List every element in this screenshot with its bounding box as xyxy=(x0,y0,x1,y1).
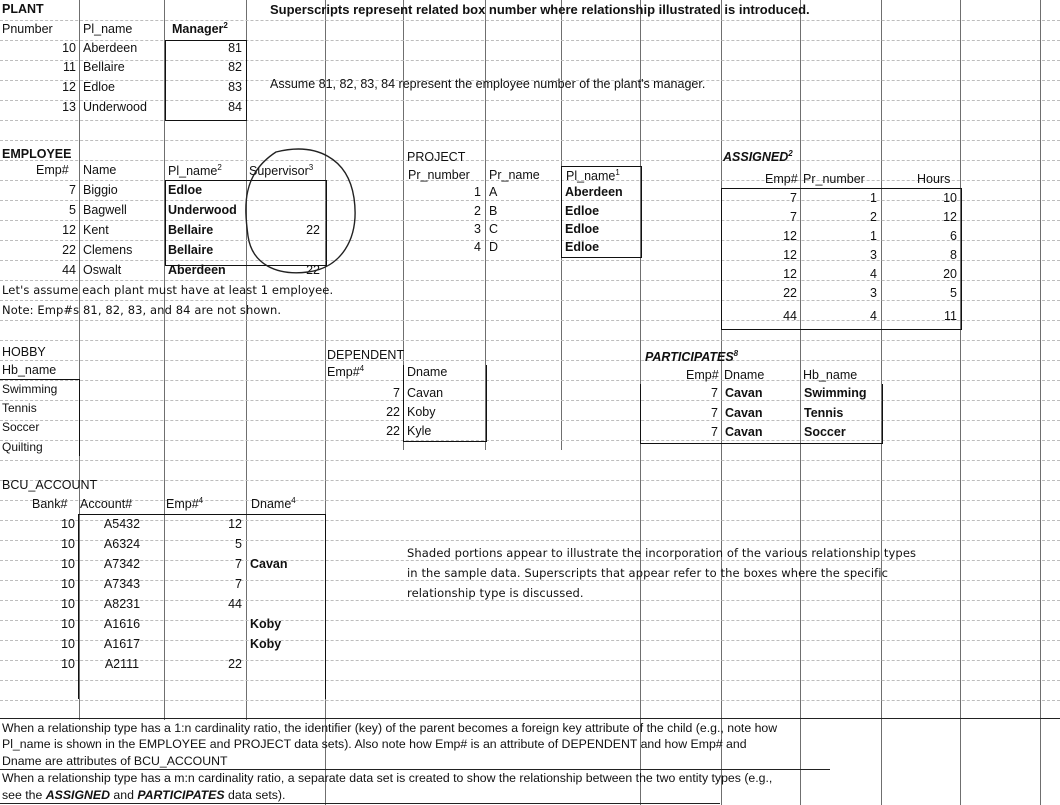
participates-cell-hbname: Soccer xyxy=(804,425,846,439)
bcu-cell-emp: 7 xyxy=(235,577,242,591)
shaded-note-line-1: Shaded portions appear to illustrate the incorporation of the various relationship types xyxy=(407,546,917,560)
bcu-cell-emp: 22 xyxy=(228,657,242,671)
bcu-cell-account: A1617 xyxy=(103,637,141,651)
hobby-title: HOBBY xyxy=(2,345,46,359)
assigned-cell-prnumber: 4 xyxy=(870,309,877,323)
participates-title: PARTICIPATES$^8$ xyxy=(645,349,739,364)
bcu-cell-account: A1616 xyxy=(103,617,141,631)
assigned-cell-hours: 5 xyxy=(950,286,957,300)
assigned-header-emp: Emp# xyxy=(765,172,798,186)
plant-cell-plname: Bellaire xyxy=(83,60,125,74)
plant-title: PLANT xyxy=(2,2,44,16)
bcu-cell-bank: 10 xyxy=(61,617,75,631)
employee-cell-plname: Aberdeen xyxy=(168,263,226,277)
bcu-cell-emp: 7 xyxy=(235,557,242,571)
employee-header-emp: Emp# xyxy=(36,163,69,177)
participates-cell-hbname: Swimming xyxy=(804,386,867,400)
project-cell-prname: B xyxy=(489,204,498,218)
plant-cell-manager: 84 xyxy=(228,100,242,114)
bcu-cell-dname: Koby xyxy=(250,637,282,651)
assigned-cell-prnumber: 2 xyxy=(870,210,877,224)
project-cell-plname: Edloe xyxy=(565,240,600,254)
dependent-cell-dname: Koby xyxy=(407,405,436,419)
project-cell-prnumber: 3 xyxy=(474,222,481,236)
bcu-header-bank: Bank# xyxy=(32,497,68,511)
footer-line-3: Dname are attributes of BCU_ACCOUNT xyxy=(2,754,228,768)
participates-header-hbname: Hb_name xyxy=(803,368,858,382)
handdrawn-circle xyxy=(236,144,361,276)
bcu-cell-bank: 10 xyxy=(61,597,75,611)
plant-header-plname: Pl_name xyxy=(83,22,133,36)
assigned-cell-emp: 12 xyxy=(783,248,797,262)
assigned-cell-emp: 7 xyxy=(790,191,797,205)
participates-cell-hbname: Tennis xyxy=(804,406,844,420)
employee-cell-supervisor: 22 xyxy=(306,263,320,277)
employee-cell-name: Clemens xyxy=(83,243,133,257)
bcu-cell-bank: 10 xyxy=(61,557,75,571)
bcu-cell-account: A7342 xyxy=(103,557,141,571)
assigned-cell-prnumber: 3 xyxy=(870,286,877,300)
bcu-cell-account: A5432 xyxy=(103,517,141,531)
project-cell-plname: Edloe xyxy=(565,222,600,236)
employee-cell-name: Kent xyxy=(83,223,109,237)
participates-cell-emp: 7 xyxy=(711,406,718,420)
bcu-header-emp: Emp#$^4$ xyxy=(166,496,204,511)
bcu-cell-account: A6324 xyxy=(103,537,141,551)
shaded-note-line-3: relationship type is discussed. xyxy=(407,586,584,600)
assigned-cell-prnumber: 1 xyxy=(870,191,877,205)
dependent-cell-dname: Kyle xyxy=(407,424,432,438)
plant-cell-plname: Edloe xyxy=(83,80,115,94)
bcu-cell-emp: 44 xyxy=(228,597,242,611)
employee-cell-plname: Bellaire xyxy=(168,243,214,257)
project-cell-prname: D xyxy=(489,240,499,254)
bcu-header-account: Account# xyxy=(80,497,133,511)
bcu-cell-account: A2111 xyxy=(104,657,140,671)
employee-cell-name: Oswalt xyxy=(83,263,122,277)
plant-cell-pnumber: 11 xyxy=(63,60,76,74)
footer-line-5: see the ASSIGNED and PARTICIPATES data sets). xyxy=(2,788,286,802)
project-header-plname: Pl_name$^1$ xyxy=(566,168,620,183)
plant-cell-plname: Underwood xyxy=(83,100,147,114)
employee-cell-name: Bagwell xyxy=(83,203,127,217)
assigned-cell-hours: 11 xyxy=(944,309,957,323)
employee-header-supervisor: Supervisor$^3$ xyxy=(249,163,314,178)
hobby-cell-name: Swimming xyxy=(2,382,58,396)
employee-header-name: Name xyxy=(83,163,117,177)
employee-note-1: Let's assume each plant must have at least 1 employee. xyxy=(2,283,334,297)
plant-cell-pnumber: 13 xyxy=(62,100,76,114)
plant-cell-plname: Aberdeen xyxy=(83,41,138,55)
employee-note-2: Note: Emp#s 81, 82, 83, and 84 are not shown. xyxy=(2,303,282,317)
bcu-cell-bank: 10 xyxy=(61,577,75,591)
plant-cell-manager: 81 xyxy=(228,41,242,55)
assigned-cell-hours: 20 xyxy=(943,267,957,281)
bcu-cell-bank: 10 xyxy=(61,657,75,671)
employee-cell-emp: 22 xyxy=(62,243,76,257)
plant-cell-manager: 83 xyxy=(228,80,242,94)
footer-line-1: When a relationship type has a 1:n cardinality ratio, the identifier (key) of the parent becomes a foreign key attribute of the child (e.g., note how xyxy=(2,721,778,735)
assigned-cell-prnumber: 4 xyxy=(870,267,877,281)
assigned-cell-emp: 44 xyxy=(783,309,797,323)
assigned-cell-prnumber: 1 xyxy=(870,229,877,243)
bcu-header-dname: Dname$^4$ xyxy=(251,496,296,511)
assigned-cell-hours: 6 xyxy=(950,229,957,243)
bcu-cell-account: A7343 xyxy=(103,577,141,591)
manager-note: Assume 81, 82, 83, 84 represent the employee number of the plant's manager. xyxy=(270,77,706,91)
assigned-cell-hours: 12 xyxy=(943,210,957,224)
project-cell-prname: C xyxy=(489,222,499,236)
assigned-cell-prnumber: 3 xyxy=(870,248,877,262)
project-header-prnumber: Pr_number xyxy=(408,168,470,182)
dependent-title: DEPENDENT xyxy=(327,348,405,362)
footer-line-2: Pl_name is shown in the EMPLOYEE and PROJECT data sets). Also note how Emp# is an attribute of DEPENDENT and how Emp# and xyxy=(2,737,747,751)
assigned-cell-emp: 12 xyxy=(783,229,797,243)
employee-cell-name: Biggio xyxy=(83,183,118,197)
participates-cell-dname: Cavan xyxy=(725,386,763,400)
employee-cell-plname: Bellaire xyxy=(168,223,214,237)
assigned-cell-emp: 7 xyxy=(790,210,797,224)
plant-cell-manager: 82 xyxy=(228,60,242,74)
hobby-cell-name: Tennis xyxy=(2,401,37,415)
assigned-title: ASSIGNED$^2$ xyxy=(723,149,793,164)
employee-cell-emp: 44 xyxy=(62,263,76,277)
employee-title: EMPLOYEE xyxy=(2,147,72,161)
bcu-cell-emp: 5 xyxy=(235,537,242,551)
hobby-header: Hb_name xyxy=(2,363,57,377)
participates-header-dname: Dname xyxy=(724,368,765,382)
bcu-cell-emp: 12 xyxy=(228,517,242,531)
shaded-note-line-2: in the sample data. Superscripts that appear refer to the boxes where the specific xyxy=(407,566,888,580)
participates-cell-dname: Cavan xyxy=(725,425,763,439)
bcu-cell-dname: Koby xyxy=(250,617,282,631)
participates-cell-emp: 7 xyxy=(711,425,718,439)
hobby-cell-name: Quilting xyxy=(2,440,43,454)
superscript-note: Superscripts represent related box number where relationship illustrated is introduced. xyxy=(270,2,810,17)
bcu-cell-dname: Cavan xyxy=(250,557,288,571)
project-cell-prnumber: 1 xyxy=(474,185,481,199)
footer-line-4: When a relationship type has a m:n cardinality ratio, a separate data set is created to show the relationship between the two entity types (e.g., xyxy=(2,771,773,785)
employee-cell-supervisor: 22 xyxy=(306,223,320,237)
dependent-cell-emp: 22 xyxy=(386,424,400,438)
plant-cell-pnumber: 10 xyxy=(62,41,76,55)
participates-header-emp: Emp# xyxy=(686,368,719,382)
dependent-cell-emp: 22 xyxy=(386,405,400,419)
dependent-header-emp: Emp#$^4$ xyxy=(327,364,365,379)
hobby-cell-name: Soccer xyxy=(2,420,40,434)
assigned-cell-hours: 8 xyxy=(950,248,957,262)
dependent-cell-emp: 7 xyxy=(393,386,400,400)
project-cell-prnumber: 4 xyxy=(474,240,481,254)
dependent-cell-dname: Cavan xyxy=(407,386,444,400)
plant-cell-pnumber: 12 xyxy=(62,80,76,94)
employee-cell-emp: 7 xyxy=(69,183,76,197)
employee-header-plname: Pl_name$^2$ xyxy=(168,163,222,178)
bcu-cell-bank: 10 xyxy=(61,537,75,551)
assigned-header-hours: Hours xyxy=(917,172,951,186)
bcu-title: BCU_ACCOUNT xyxy=(2,478,98,492)
project-cell-plname: Edloe xyxy=(565,204,600,218)
project-title: PROJECT xyxy=(407,150,466,164)
bcu-cell-bank: 10 xyxy=(61,517,75,531)
plant-header-manager: Manager$^2$ xyxy=(172,21,228,36)
assigned-header-prnumber: Pr_number xyxy=(803,172,865,186)
assigned-cell-emp: 12 xyxy=(783,267,797,281)
bcu-cell-account: A8231 xyxy=(103,597,141,611)
dependent-header-dname: Dname xyxy=(407,365,448,379)
participates-cell-dname: Cavan xyxy=(725,406,763,420)
employee-cell-plname: Edloe xyxy=(168,183,203,197)
project-cell-prnumber: 2 xyxy=(474,204,481,218)
bcu-cell-bank: 10 xyxy=(61,637,75,651)
project-cell-prname: A xyxy=(489,185,498,199)
employee-cell-emp: 12 xyxy=(62,223,76,237)
project-cell-plname: Aberdeen xyxy=(565,185,623,199)
assigned-cell-emp: 22 xyxy=(783,286,797,300)
plant-header-pnumber: Pnumber xyxy=(2,22,53,36)
employee-cell-emp: 5 xyxy=(69,203,76,217)
employee-cell-plname: Underwood xyxy=(168,203,237,217)
assigned-cell-hours: 10 xyxy=(943,191,957,205)
participates-cell-emp: 7 xyxy=(711,386,718,400)
project-header-prname: Pr_name xyxy=(489,168,540,182)
